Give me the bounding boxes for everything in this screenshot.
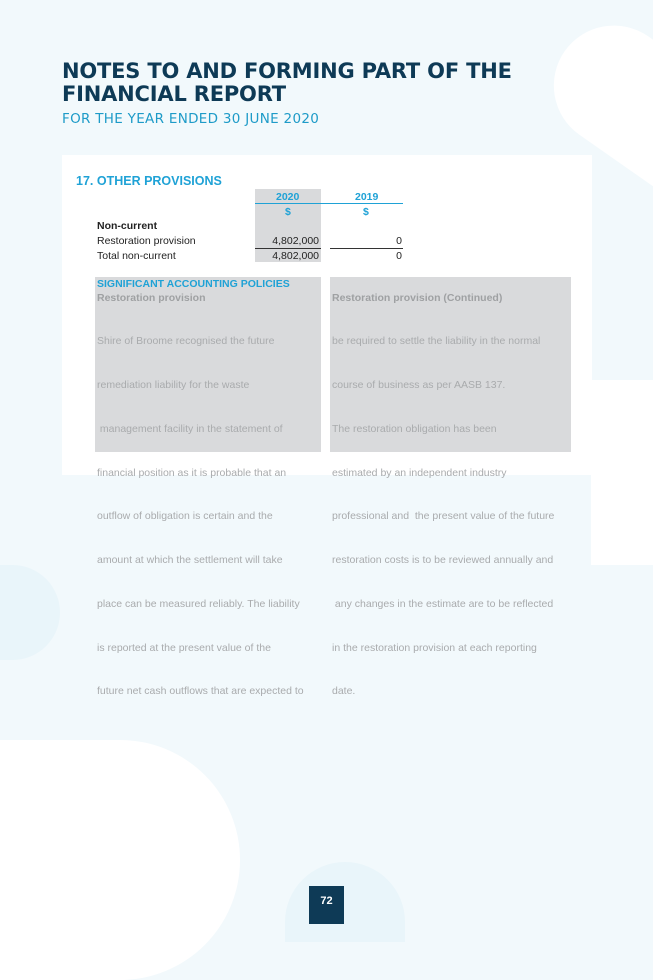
text-line: be required to settle the liability in the normal [332, 335, 541, 348]
text-line: outflow of obligation is certain and the [97, 510, 273, 523]
policy-left-text [97, 305, 304, 714]
policies-heading: SIGNIFICANT ACCOUNTING POLICIES [97, 278, 290, 290]
text-line: in the restoration provision at each reporting [332, 641, 537, 654]
background-shape [0, 740, 240, 980]
text-line: date. [332, 685, 356, 698]
background-shape [591, 380, 653, 565]
table-row-label: Total non-current [97, 250, 176, 262]
table-cell-2019: 0 [396, 235, 402, 247]
text-line: any changes in the estimate are to be reflected [332, 597, 554, 610]
column-unit-2019: $ [363, 206, 369, 218]
text-line: Shire of Broome recognised the future [97, 335, 275, 348]
text-line: is reported at the present value of the [97, 641, 271, 654]
text-line: future net cash outflows that are expected to [97, 685, 304, 698]
text-line: management facility in the statement of [97, 422, 283, 435]
policy-right-text [332, 305, 554, 714]
table-cell-2020: 4,802,000 [272, 235, 319, 247]
policy-left-subheading: Restoration provision [97, 292, 206, 304]
text-line: amount at which the settlement will take [97, 554, 283, 567]
background-shape [0, 565, 60, 660]
table-cell-2019: 0 [396, 250, 402, 262]
text-line: financial position as it is probable that an [97, 466, 287, 479]
note-title: 17. OTHER PROVISIONS [76, 174, 222, 188]
text-line: place can be measured reliably. The liability [97, 597, 300, 610]
background-shape [285, 862, 405, 942]
text-line: course of business as per AASB 137. [332, 378, 506, 391]
text-line: The restoration obligation has been [332, 422, 497, 435]
page-subtitle: FOR THE YEAR ENDED 30 JUNE 2020 [62, 111, 320, 127]
section-label: Non-current [97, 220, 158, 232]
subtotal-rule-2019 [330, 248, 403, 249]
column-year-2020: 2020 [276, 191, 300, 203]
text-line: remediation liability for the waste [97, 378, 250, 391]
page-title: NOTES TO AND FORMING PART OF THE FINANCIAL REPORT [62, 59, 512, 106]
table-row-label: Restoration provision [97, 235, 196, 247]
page-number: 72 [309, 886, 344, 924]
subtotal-rule-2020 [255, 248, 321, 249]
table-cell-2020: 4,802,000 [272, 250, 319, 262]
column-year-2019: 2019 [355, 191, 379, 203]
header-rule [255, 203, 403, 204]
policy-right-subheading: Restoration provision (Continued) [332, 292, 503, 304]
text-line: restoration costs is to be reviewed annually and [332, 554, 554, 567]
text-line: estimated by an independent industry [332, 466, 507, 479]
column-unit-2020: $ [285, 206, 291, 218]
text-line: professional and the present value of the future [332, 510, 555, 523]
